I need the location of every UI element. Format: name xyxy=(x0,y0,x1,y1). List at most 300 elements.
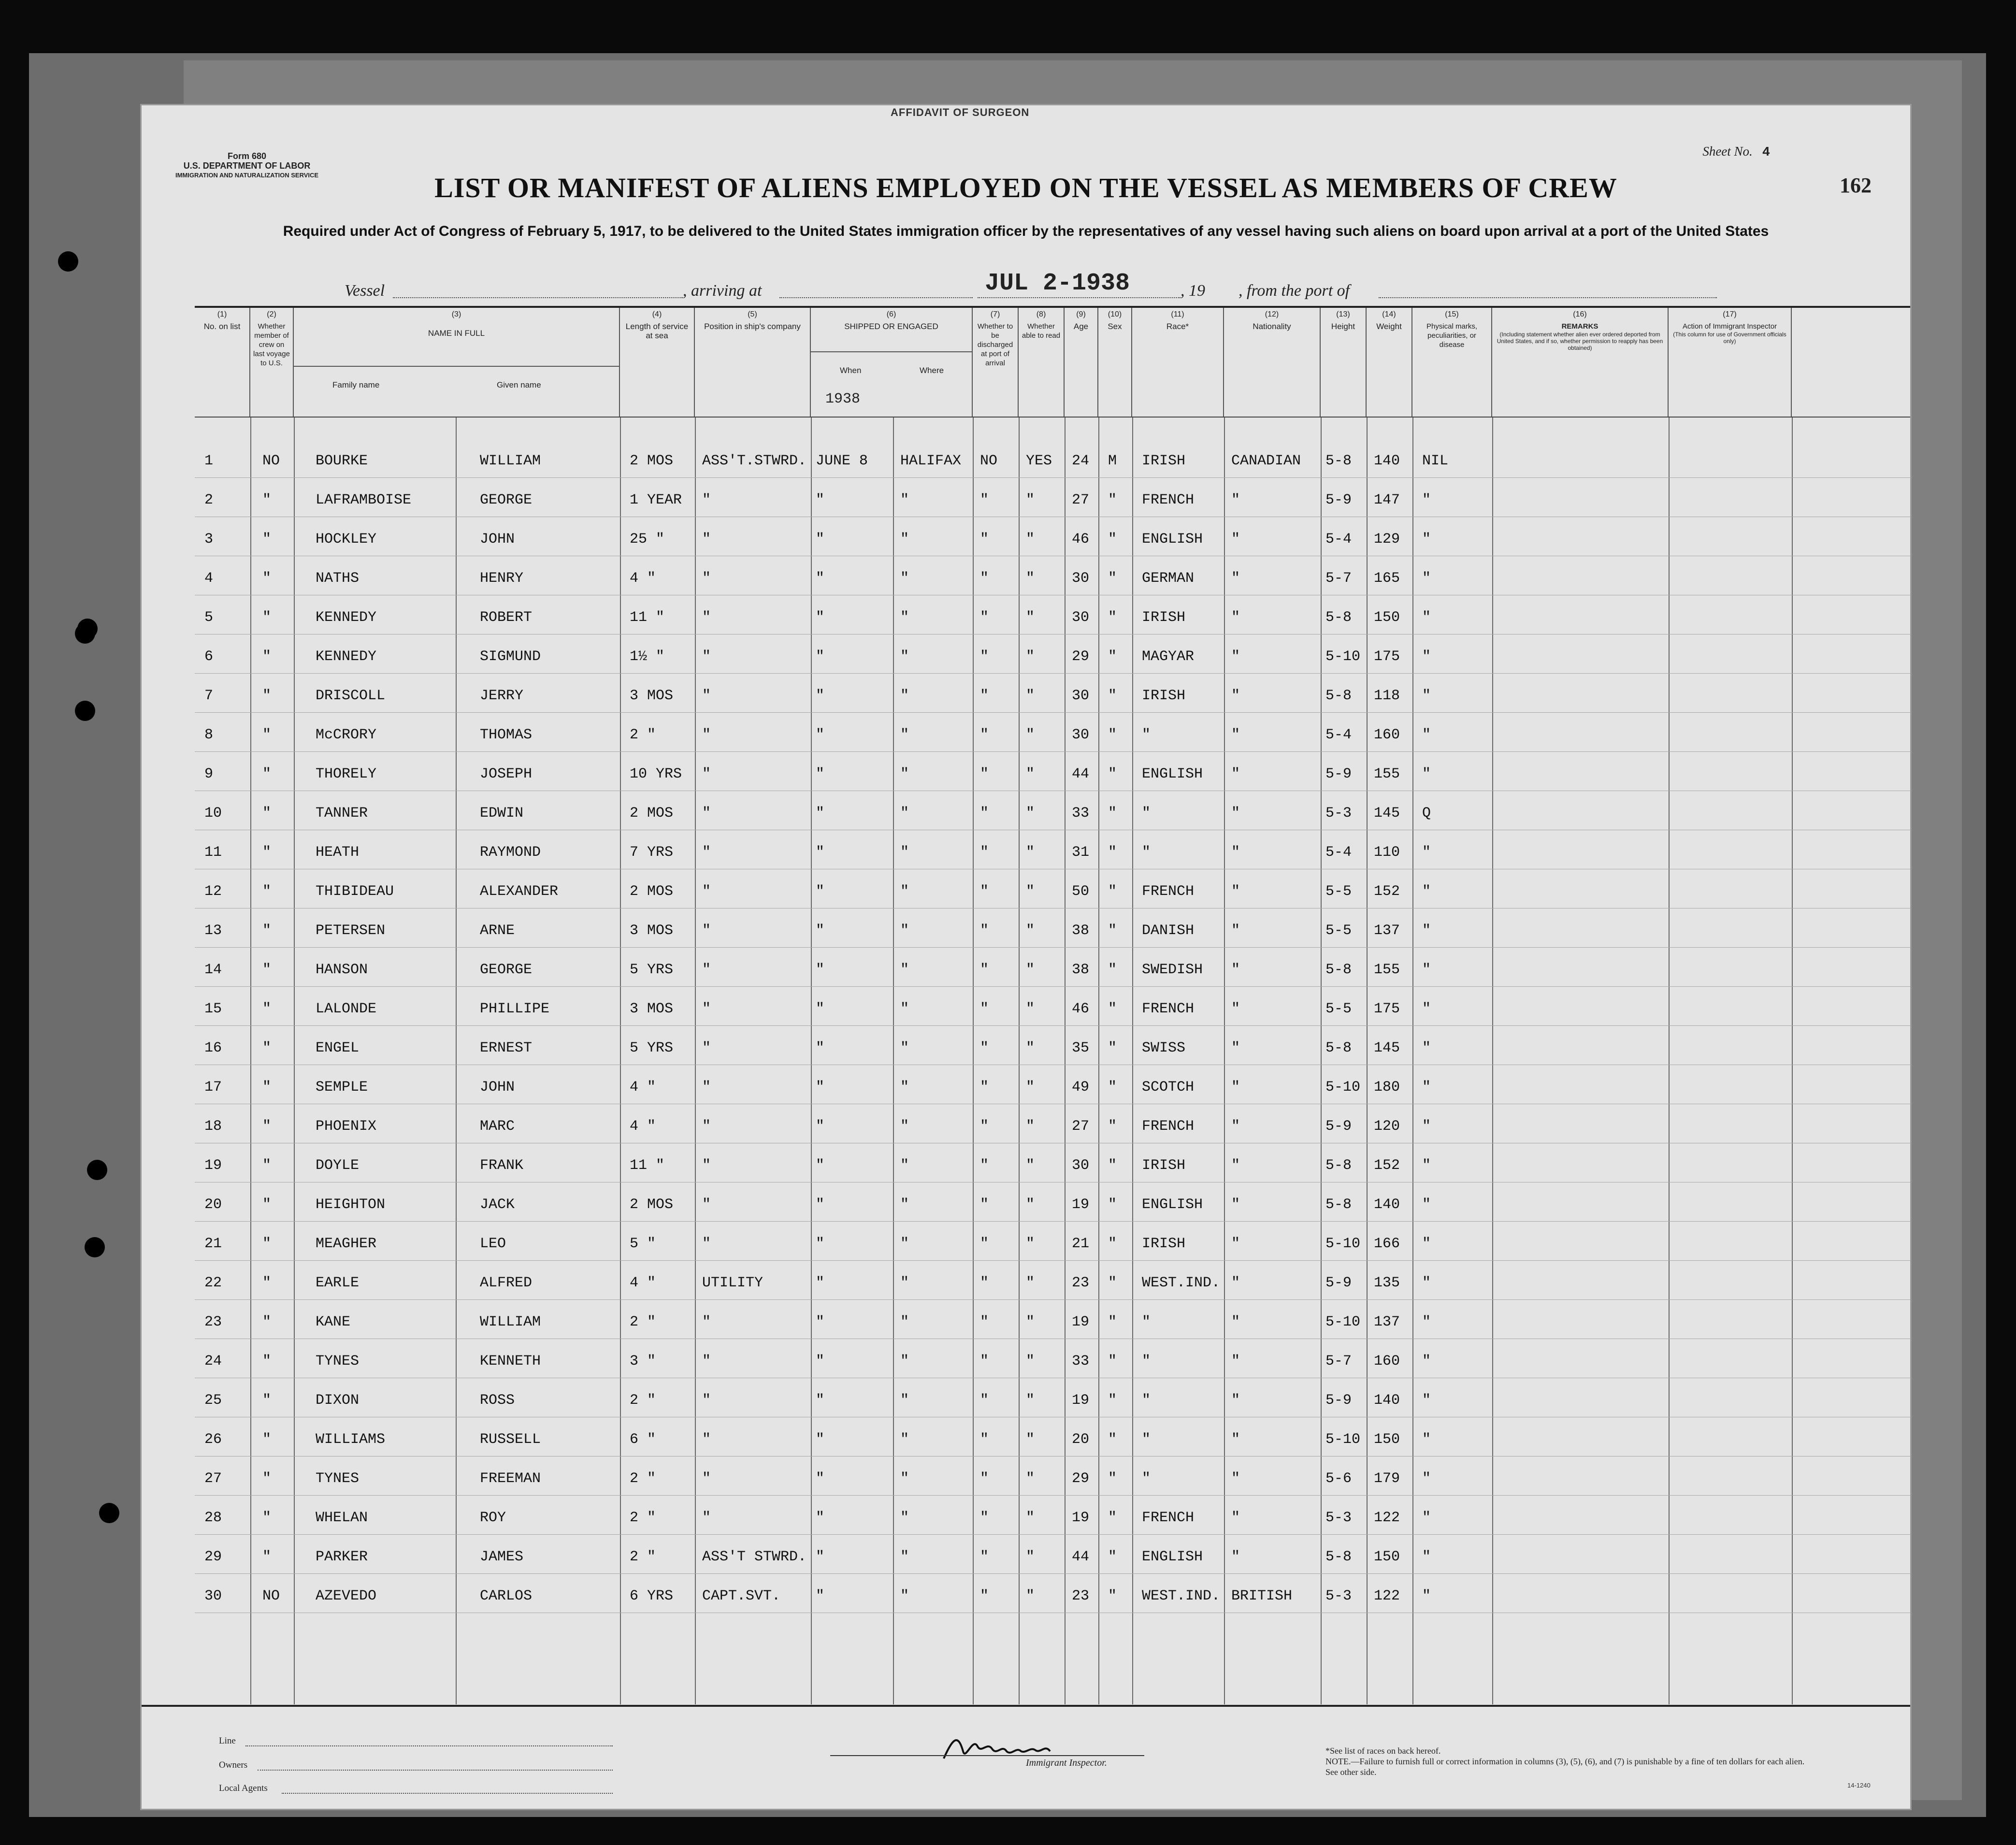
cell-age: 19 xyxy=(1072,1510,1090,1526)
cell-row-number: 22 xyxy=(204,1275,222,1291)
cell-age: 31 xyxy=(1072,844,1090,861)
cell-height: 5-8 xyxy=(1325,962,1352,978)
cell-given-name: PHILLIPE xyxy=(480,1001,550,1017)
cell-service-length: 3 MOS xyxy=(630,1001,674,1017)
cell-shipped-where: " xyxy=(900,844,909,861)
cell-height: 5-8 xyxy=(1325,1157,1352,1174)
cell-able-to-read: " xyxy=(1026,1392,1035,1409)
agents-field xyxy=(282,1793,613,1794)
cell-nationality: " xyxy=(1231,1079,1240,1095)
cell-last-voyage: " xyxy=(262,1470,272,1487)
cell-last-voyage: " xyxy=(262,805,272,822)
cell-sex: " xyxy=(1108,805,1117,822)
cell-age: 29 xyxy=(1072,649,1090,665)
cell-discharged: " xyxy=(980,1588,989,1604)
cell-shipped-where: " xyxy=(900,1157,909,1174)
cell-sex: " xyxy=(1108,1079,1117,1095)
cell-discharged: " xyxy=(980,1314,989,1330)
cell-height: 5-5 xyxy=(1325,1001,1352,1017)
cell-given-name: EDWIN xyxy=(480,805,524,822)
inspector-label: Immigrant Inspector. xyxy=(1026,1758,1107,1768)
table-row xyxy=(195,947,1910,987)
cell-family-name: LALONDE xyxy=(316,1001,377,1017)
cell-shipped-when: " xyxy=(816,570,825,587)
cell-physical-marks: " xyxy=(1422,1196,1431,1213)
manifest-header xyxy=(142,105,1910,308)
cell-age: 24 xyxy=(1072,453,1090,469)
cell-position: " xyxy=(702,1040,711,1056)
table-row xyxy=(195,712,1910,752)
cell-given-name: RUSSELL xyxy=(480,1431,541,1448)
cell-service-length: 4 " xyxy=(630,1118,656,1135)
cell-sex: " xyxy=(1108,1588,1117,1604)
cell-shipped-where: HALIFAX xyxy=(900,453,962,469)
cell-row-number: 3 xyxy=(204,531,214,548)
cell-height: 5-8 xyxy=(1325,609,1352,626)
cell-physical-marks: " xyxy=(1422,688,1431,704)
cell-given-name: ALEXANDER xyxy=(480,883,559,900)
cell-weight: 118 xyxy=(1374,688,1400,704)
cell-physical-marks: " xyxy=(1422,1392,1431,1409)
owners-label: Owners xyxy=(219,1760,248,1770)
col-header-marks: (15) Physical marks, peculiarities, or disease xyxy=(1412,308,1492,417)
cell-age: 49 xyxy=(1072,1079,1090,1095)
cell-race: " xyxy=(1142,805,1151,822)
cell-race: MAGYAR xyxy=(1142,649,1195,665)
cell-sex: " xyxy=(1108,1157,1117,1174)
cell-shipped-when: " xyxy=(816,1001,825,1017)
cell-physical-marks: " xyxy=(1422,492,1431,508)
cell-position: " xyxy=(702,1079,711,1095)
cell-service-length: 1 YEAR xyxy=(630,492,682,508)
col-header-family: Family name xyxy=(332,380,380,389)
cell-given-name: FRANK xyxy=(480,1157,524,1174)
cell-shipped-where: " xyxy=(900,1470,909,1487)
cell-position: " xyxy=(702,1392,711,1409)
cell-discharged: NO xyxy=(980,453,998,469)
cell-weight: 175 xyxy=(1374,1001,1400,1017)
cell-sex: " xyxy=(1108,1196,1117,1213)
cell-family-name: NATHS xyxy=(316,570,360,587)
cell-weight: 122 xyxy=(1374,1588,1400,1604)
cell-height: 5-9 xyxy=(1325,1275,1352,1291)
cell-shipped-when: " xyxy=(816,883,825,900)
cell-race: SWEDISH xyxy=(1142,962,1203,978)
col-header-name: (3) NAME IN FULL Family name Given name xyxy=(294,308,620,417)
cell-physical-marks: Q xyxy=(1422,805,1431,822)
cell-row-number: 26 xyxy=(204,1431,222,1448)
document-subtitle: Required under Act of Congress of February 5, 1917, to be delivered to the United States immigration officer by the representatives of any vessel having such aliens on board upon arrival at a port of the United States xyxy=(283,223,1769,239)
col-header-position: (5) Position in ship's company xyxy=(695,308,811,417)
cell-nationality: " xyxy=(1231,492,1240,508)
cell-family-name: DRISCOLL xyxy=(316,688,386,704)
cell-height: 5-10 xyxy=(1325,1431,1361,1448)
cell-weight: 110 xyxy=(1374,844,1400,861)
cell-row-number: 24 xyxy=(204,1353,222,1369)
cell-race: SWISS xyxy=(1142,1040,1186,1056)
cell-height: 5-9 xyxy=(1325,1118,1352,1135)
cell-able-to-read: " xyxy=(1026,1040,1035,1056)
cell-height: 5-5 xyxy=(1325,922,1352,939)
cell-position: " xyxy=(702,1353,711,1369)
cell-last-voyage: " xyxy=(262,609,272,626)
cell-physical-marks: " xyxy=(1422,1314,1431,1330)
cell-service-length: 2 " xyxy=(630,727,656,743)
cell-weight: 179 xyxy=(1374,1470,1400,1487)
cell-shipped-where: " xyxy=(900,883,909,900)
cell-shipped-where: " xyxy=(900,1236,909,1252)
manifest-footer xyxy=(142,1705,1910,1811)
cell-service-length: 1½ " xyxy=(630,649,665,665)
cell-physical-marks: " xyxy=(1422,1549,1431,1565)
cell-family-name: KENNEDY xyxy=(316,649,377,665)
table-row xyxy=(195,751,1910,791)
vessel-line xyxy=(142,282,1910,306)
cell-last-voyage: " xyxy=(262,1549,272,1565)
cell-position: " xyxy=(702,962,711,978)
table-row xyxy=(195,673,1910,713)
cell-shipped-where: " xyxy=(900,1079,909,1095)
table-row xyxy=(195,1573,1910,1613)
cell-sex: " xyxy=(1108,649,1117,665)
form-code: 14-1240 xyxy=(1847,1782,1871,1789)
cell-row-number: 7 xyxy=(204,688,214,704)
cell-family-name: McCRORY xyxy=(316,727,377,743)
binder-hole xyxy=(99,1503,119,1523)
table-row xyxy=(195,1143,1910,1182)
cell-last-voyage: " xyxy=(262,883,272,900)
cell-family-name: LAFRAMBOISE xyxy=(316,492,412,508)
cell-race: FRENCH xyxy=(1142,492,1195,508)
cell-service-length: 5 YRS xyxy=(630,1040,674,1056)
cell-sex: " xyxy=(1108,883,1117,900)
cell-physical-marks: " xyxy=(1422,1353,1431,1369)
date-field xyxy=(978,297,1181,298)
cell-sex: " xyxy=(1108,844,1117,861)
sheet-number xyxy=(1702,144,1770,160)
cell-given-name: GEORGE xyxy=(480,492,533,508)
from-port-field xyxy=(1379,297,1717,298)
table-row xyxy=(195,595,1910,634)
cell-discharged: " xyxy=(980,1040,989,1056)
cell-last-voyage: " xyxy=(262,492,272,508)
cell-weight: 147 xyxy=(1374,492,1400,508)
cell-given-name: KENNETH xyxy=(480,1353,541,1369)
cell-given-name: ROSS xyxy=(480,1392,515,1409)
cell-discharged: " xyxy=(980,1510,989,1526)
cell-race: GERMAN xyxy=(1142,570,1195,587)
col-header-where: Where xyxy=(920,366,944,375)
cell-shipped-where: " xyxy=(900,1314,909,1330)
cell-row-number: 8 xyxy=(204,727,214,743)
cell-age: 21 xyxy=(1072,1236,1090,1252)
col-header-race: (11) Race* xyxy=(1132,308,1224,417)
cell-physical-marks: " xyxy=(1422,1040,1431,1056)
cell-weight: 150 xyxy=(1374,1549,1400,1565)
cell-row-number: 25 xyxy=(204,1392,222,1409)
cell-service-length: 11 " xyxy=(630,1157,665,1174)
vessel-field xyxy=(393,297,683,298)
cell-last-voyage: " xyxy=(262,1196,272,1213)
cell-nationality: " xyxy=(1231,1510,1240,1526)
cell-nationality: " xyxy=(1231,1157,1240,1174)
cell-able-to-read: " xyxy=(1026,883,1035,900)
cell-nationality: " xyxy=(1231,1431,1240,1448)
cell-physical-marks: " xyxy=(1422,1470,1431,1487)
cell-service-length: 5 YRS xyxy=(630,962,674,978)
col-header-action: (17) Action of Immigrant Inspector (This column for use of Government officials only) xyxy=(1669,308,1792,417)
col-header-service: (4) Length of service at sea xyxy=(620,308,695,417)
col-header-no: (1) No. on list xyxy=(195,308,250,417)
cell-nationality: " xyxy=(1231,1314,1240,1330)
form-number: Form 680 xyxy=(228,151,267,161)
cell-discharged: " xyxy=(980,1196,989,1213)
cell-last-voyage: " xyxy=(262,1353,272,1369)
cell-weight: 140 xyxy=(1374,1392,1400,1409)
cell-service-length: 2 MOS xyxy=(630,1196,674,1213)
cell-service-length: 10 YRS xyxy=(630,766,682,782)
cell-nationality: " xyxy=(1231,1040,1240,1056)
cell-discharged: " xyxy=(980,492,989,508)
cell-shipped-where: " xyxy=(900,805,909,822)
cell-able-to-read: " xyxy=(1026,727,1035,743)
cell-given-name: JOHN xyxy=(480,531,515,548)
cell-nationality: " xyxy=(1231,570,1240,587)
cell-race: " xyxy=(1142,1431,1151,1448)
cell-given-name: THOMAS xyxy=(480,727,533,743)
cell-discharged: " xyxy=(980,1079,989,1095)
binder-hole xyxy=(58,251,78,272)
cell-able-to-read: " xyxy=(1026,531,1035,548)
table-row xyxy=(195,1456,1910,1496)
cell-nationality: " xyxy=(1231,1549,1240,1565)
binder-hole xyxy=(87,1160,107,1180)
cell-shipped-when: " xyxy=(816,766,825,782)
cell-shipped-when: " xyxy=(816,1431,825,1448)
cell-last-voyage: " xyxy=(262,1157,272,1174)
cell-position: " xyxy=(702,531,711,548)
cell-able-to-read: " xyxy=(1026,1079,1035,1095)
table-row xyxy=(195,830,1910,869)
cell-age: 50 xyxy=(1072,883,1090,900)
cell-last-voyage: NO xyxy=(262,453,280,469)
cell-able-to-read: YES xyxy=(1026,453,1052,469)
cell-height: 5-10 xyxy=(1325,1079,1361,1095)
cell-sex: " xyxy=(1108,727,1117,743)
cell-shipped-when: " xyxy=(816,1118,825,1135)
cell-service-length: 3 MOS xyxy=(630,922,674,939)
cell-height: 5-7 xyxy=(1325,570,1352,587)
cell-physical-marks: " xyxy=(1422,922,1431,939)
cell-height: 5-4 xyxy=(1325,844,1352,861)
cell-position: " xyxy=(702,1118,711,1135)
cell-shipped-when: " xyxy=(816,1275,825,1291)
cell-sex: " xyxy=(1108,1470,1117,1487)
cell-weight: 122 xyxy=(1374,1510,1400,1526)
agents-label: Local Agents xyxy=(219,1783,268,1793)
table-row xyxy=(195,1104,1910,1143)
cell-race: WEST.IND. xyxy=(1142,1588,1221,1604)
cell-given-name: ROY xyxy=(480,1510,506,1526)
cell-discharged: " xyxy=(980,570,989,587)
cell-last-voyage: " xyxy=(262,1392,272,1409)
cell-discharged: " xyxy=(980,1353,989,1369)
cell-shipped-where: " xyxy=(900,1118,909,1135)
table-row xyxy=(195,1417,1910,1456)
cell-family-name: ENGEL xyxy=(316,1040,360,1056)
cell-shipped-when: " xyxy=(816,1588,825,1604)
cell-physical-marks: " xyxy=(1422,1510,1431,1526)
cell-shipped-when: " xyxy=(816,688,825,704)
cell-shipped-where: " xyxy=(900,766,909,782)
sheet-label: Sheet No. xyxy=(1702,144,1753,159)
cell-row-number: 9 xyxy=(204,766,214,782)
cell-weight: 140 xyxy=(1374,1196,1400,1213)
cell-shipped-where: " xyxy=(900,1431,909,1448)
cell-family-name: SEMPLE xyxy=(316,1079,368,1095)
cell-given-name: LEO xyxy=(480,1236,506,1252)
cell-age: 33 xyxy=(1072,1353,1090,1369)
cell-nationality: " xyxy=(1231,688,1240,704)
cell-shipped-when: " xyxy=(816,649,825,665)
cell-height: 5-3 xyxy=(1325,805,1352,822)
cell-physical-marks: " xyxy=(1422,1079,1431,1095)
arriving-label: , arriving at xyxy=(683,282,762,300)
cell-nationality: " xyxy=(1231,883,1240,900)
cell-shipped-where: " xyxy=(900,727,909,743)
cell-last-voyage: " xyxy=(262,688,272,704)
cell-race: IRISH xyxy=(1142,609,1186,626)
cell-able-to-read: " xyxy=(1026,922,1035,939)
cell-last-voyage: " xyxy=(262,531,272,548)
cell-family-name: TYNES xyxy=(316,1353,360,1369)
cell-position: " xyxy=(702,1314,711,1330)
cell-service-length: 5 " xyxy=(630,1236,656,1252)
cell-row-number: 13 xyxy=(204,922,222,939)
cell-row-number: 21 xyxy=(204,1236,222,1252)
cell-able-to-read: " xyxy=(1026,1157,1035,1174)
cell-race: " xyxy=(1142,1314,1151,1330)
cell-nationality: " xyxy=(1231,1236,1240,1252)
cell-physical-marks: " xyxy=(1422,766,1431,782)
cell-row-number: 19 xyxy=(204,1157,222,1174)
cell-height: 5-10 xyxy=(1325,649,1361,665)
cell-age: 30 xyxy=(1072,727,1090,743)
cell-discharged: " xyxy=(980,609,989,626)
cell-given-name: ERNEST xyxy=(480,1040,533,1056)
from-port-label: , from the port of xyxy=(1238,282,1350,300)
cell-nationality: " xyxy=(1231,1118,1240,1135)
cell-given-name: JOSEPH xyxy=(480,766,533,782)
cell-physical-marks: NIL xyxy=(1422,453,1449,469)
cell-age: 27 xyxy=(1072,492,1090,508)
cell-nationality: " xyxy=(1231,962,1240,978)
cell-able-to-read: " xyxy=(1026,1118,1035,1135)
cell-discharged: " xyxy=(980,688,989,704)
cell-service-length: 2 MOS xyxy=(630,453,674,469)
cell-weight: 150 xyxy=(1374,609,1400,626)
cell-sex: " xyxy=(1108,1314,1117,1330)
cell-physical-marks: " xyxy=(1422,649,1431,665)
cell-nationality: " xyxy=(1231,649,1240,665)
cell-height: 5-9 xyxy=(1325,492,1352,508)
cell-physical-marks: " xyxy=(1422,1001,1431,1017)
cell-given-name: ROBERT xyxy=(480,609,533,626)
cell-position: " xyxy=(702,922,711,939)
table-row xyxy=(195,1495,1910,1535)
cell-height: 5-7 xyxy=(1325,1353,1352,1369)
cell-shipped-when: " xyxy=(816,922,825,939)
cell-race: ENGLISH xyxy=(1142,531,1203,548)
cell-weight: 175 xyxy=(1374,649,1400,665)
cell-discharged: " xyxy=(980,844,989,861)
cell-physical-marks: " xyxy=(1422,1588,1431,1604)
cell-given-name: CARLOS xyxy=(480,1588,533,1604)
cell-race: FRENCH xyxy=(1142,1001,1195,1017)
cell-row-number: 30 xyxy=(204,1588,222,1604)
table-row xyxy=(195,634,1910,674)
cell-row-number: 18 xyxy=(204,1118,222,1135)
cell-discharged: " xyxy=(980,1236,989,1252)
cell-discharged: " xyxy=(980,1392,989,1409)
cell-race: " xyxy=(1142,1470,1151,1487)
cell-service-length: 2 MOS xyxy=(630,883,674,900)
cell-sex: M xyxy=(1108,453,1117,469)
cell-sex: " xyxy=(1108,1353,1117,1369)
footnote xyxy=(1325,1745,1809,1777)
table-row xyxy=(195,986,1910,1026)
cell-family-name: PARKER xyxy=(316,1549,368,1565)
cell-age: 33 xyxy=(1072,805,1090,822)
cell-able-to-read: " xyxy=(1026,688,1035,704)
cell-shipped-where: " xyxy=(900,1353,909,1369)
cell-shipped-where: " xyxy=(900,1196,909,1213)
cell-row-number: 5 xyxy=(204,609,214,626)
cell-position: " xyxy=(702,570,711,587)
crew-table xyxy=(195,306,1910,1704)
cell-family-name: PHOENIX xyxy=(316,1118,377,1135)
cell-family-name: HANSON xyxy=(316,962,368,978)
cell-shipped-when: " xyxy=(816,962,825,978)
cell-age: 19 xyxy=(1072,1392,1090,1409)
col-header-nationality: (12) Nationality xyxy=(1224,308,1321,417)
cell-sex: " xyxy=(1108,1549,1117,1565)
cell-sex: " xyxy=(1108,531,1117,548)
document-title: LIST OR MANIFEST OF ALIENS EMPLOYED ON THE VESSEL AS MEMBERS OF CREW xyxy=(434,172,1617,203)
cell-age: 38 xyxy=(1072,922,1090,939)
cell-shipped-when: " xyxy=(816,609,825,626)
inspector-rule xyxy=(830,1755,1144,1756)
cell-weight: 155 xyxy=(1374,766,1400,782)
col-header-when: When xyxy=(840,366,862,375)
cell-given-name: FREEMAN xyxy=(480,1470,541,1487)
page-number: 162 xyxy=(1840,173,1872,197)
cell-shipped-where: " xyxy=(900,570,909,587)
cell-nationality: " xyxy=(1231,1196,1240,1213)
cell-weight: 165 xyxy=(1374,570,1400,587)
cell-shipped-when: " xyxy=(816,531,825,548)
cell-weight: 166 xyxy=(1374,1236,1400,1252)
cell-last-voyage: " xyxy=(262,1314,272,1330)
cell-age: 30 xyxy=(1072,570,1090,587)
when-year: 1938 xyxy=(825,391,861,407)
cell-height: 5-9 xyxy=(1325,766,1352,782)
cell-able-to-read: " xyxy=(1026,1314,1035,1330)
cell-position: UTILITY xyxy=(702,1275,763,1291)
col-header-read: (8) Whether able to read xyxy=(1019,308,1065,417)
cell-able-to-read: " xyxy=(1026,1549,1035,1565)
cell-last-voyage: " xyxy=(262,1431,272,1448)
